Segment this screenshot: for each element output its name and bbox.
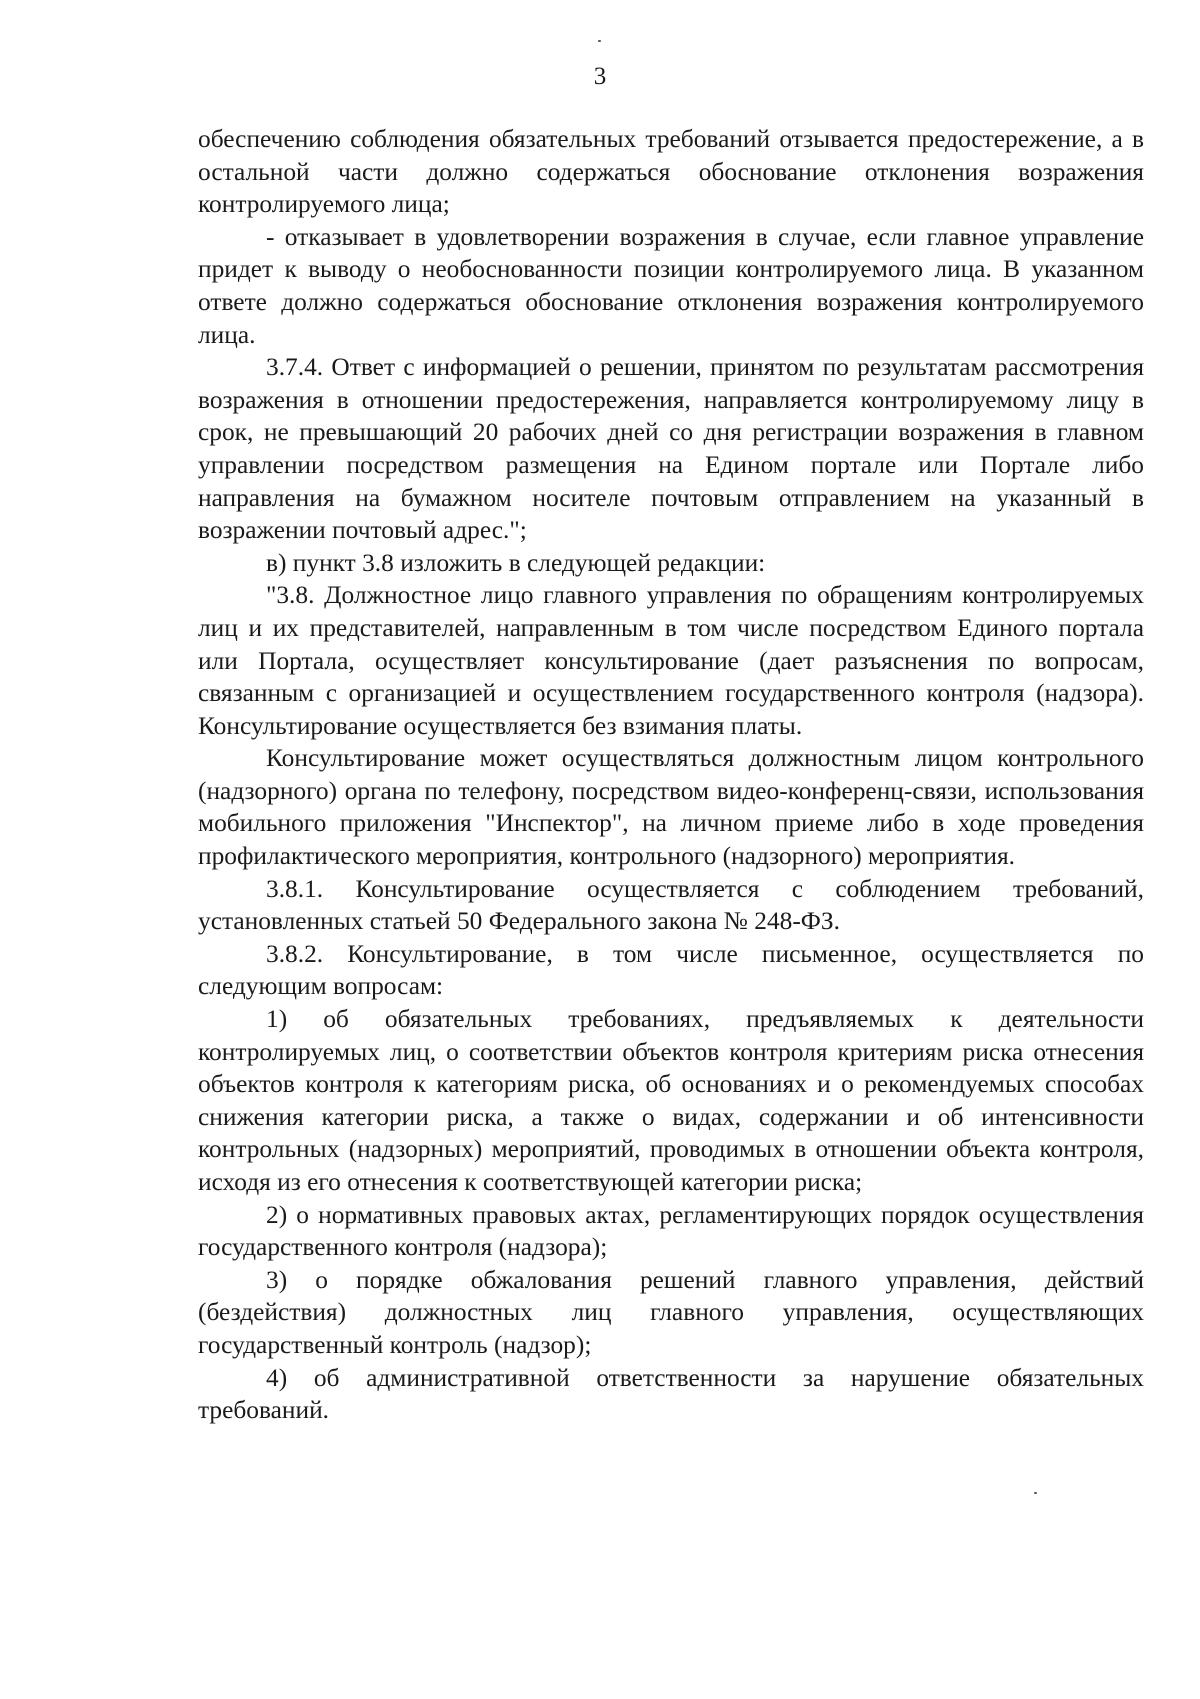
paragraph-3-7-4: 3.7.4. Ответ с информацией о решении, принятом по результатам рассмотрения возражения в отношении предостережения, направляется контролируемому лицу в срок, не превышающий 20 рабочих дней со дня регистрации возражения в главном управлении посредством размещения на Едином портале или Портале либо направления на бумажном носителе почтовым отправлением на указанный в возражении почтовый адрес."; [198,353,1144,545]
scan-speck-bottom [1034,1492,1037,1494]
paragraph-3-8: "3.8. Должностное лицо главного управления по обращениям контролируемых лиц и их представителей, направленным в том числе посредством Единого портала или Портала, осуществляет консультирование (дает разъяснения по вопросам, связанным с организацией и осуществлением государственного контроля (надзора). Консультирование осуществляется без взимания платы. [198,581,1144,740]
list-item-2: 2) о нормативных правовых актах, регламентирующих порядок осуществления государственного контроля (надзора); [198,1200,1144,1262]
paragraph-refusal: - отказывает в удовлетворении возражения в случае, если главное управление придет к выводу о необоснованности позиции контролируемого лица. В указанном ответе должно содержаться обоснование отклонения возражения контролируемого лица. [198,222,1144,349]
paragraph-continuation: обеспечению соблюдения обязательных требований отзывается предостережение, а в остальной части должно содержаться обоснование отклонения возражения контролируемого лица; [198,125,1144,219]
paragraph-consulting-methods: Консультирование может осуществляться должностным лицом контрольного (надзорного) органа по телефону, посредством видео-конференц-связи, использования мобильного приложения "Инспектор", на личном приеме либо в ходе проведения профилактического мероприятия, контрольного (надзорного) мероприятия. [198,744,1144,871]
paragraph-amendment-intro: в) пункт 3.8 изложить в следующей редакции: [266,548,766,577]
paragraph-3-8-2: 3.8.2. Консультирование, в том числе письменное, осуществляется по следующим вопросам: [198,939,1144,1001]
list-item-3: 3) о порядке обжалования решений главного управления, действий (бездействия) должностных лиц главного управления, осуществляющих государственный контроль (надзор); [198,1265,1144,1359]
page-number: 3 [593,63,607,90]
scan-speck-top [598,40,601,42]
list-item-4: 4) об административной ответственности за нарушение обязательных требований. [198,1363,1144,1425]
paragraph-3-8-1: 3.8.1. Консультирование осуществляется с соблюдением требований, установленных статьей 50 Федерального закона № 248-ФЗ. [198,874,1144,936]
list-item-1: 1) об обязательных требованиях, предъявляемых к деятельности контролируемых лиц, о соответствии объектов контроля критериям риска отнесения объектов контроля к категориям риска, об основаниях и о рекомендуемых способах снижения категории риска, а также о видах, содержании и об интенсивности контрольных (надзорных) мероприятий, проводимых в отношении объекта контроля, исходя из его отнесения к соответствующей категории риска; [198,1005,1144,1196]
document-body [198,123,1144,1427]
